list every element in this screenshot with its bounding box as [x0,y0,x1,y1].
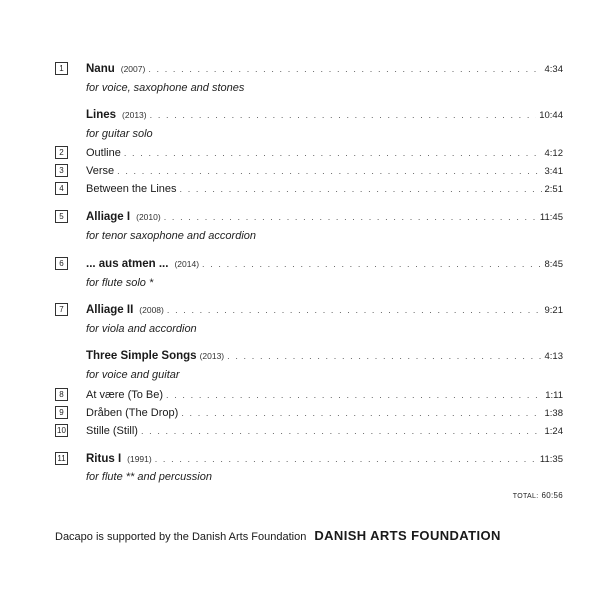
danish-arts-foundation-logo: DANISH ARTS FOUNDATION [314,528,501,543]
work-row-three-simple-songs [86,348,563,364]
work-row-lines [86,107,563,123]
leader-dots [227,348,541,364]
track-row-ritus-i [86,451,563,467]
leader-dots [181,405,541,421]
track-title: Dråben (The Drop) [86,407,179,419]
track-title: Ritus I [86,453,122,465]
track-title: Outline [86,147,121,159]
leader-dots [166,387,542,403]
track-number-box: 1 [55,62,68,75]
footer-text: Dacapo is supported by the Danish Arts Foundation [55,531,307,543]
track-row-stille [86,423,563,439]
track-title: Stille (Still) [86,425,138,437]
track-number-box: 8 [55,388,68,401]
leader-dots [141,423,542,439]
track-row-nanu [86,61,563,77]
track-row-alliage-i [86,209,563,225]
track-number-box: 7 [55,303,68,316]
total-value: 60:56 [541,491,563,500]
track-year: (2010) [136,212,161,222]
leader-dots [150,107,537,123]
track-year: (1991) [127,454,152,464]
track-title: At være (To Be) [86,389,164,401]
leader-dots [117,163,541,179]
track-description: for tenor saxophone and accordion [86,230,257,242]
track-duration: 11:35 [539,454,563,465]
track-row-outline [86,145,563,161]
track-duration: 8:45 [544,259,563,270]
track-description: for voice, saxophone and stones [86,82,245,94]
work-year: (2013) [122,110,147,120]
track-number-box: 6 [55,257,68,270]
work-duration: 4:13 [544,351,563,362]
work-year: (2013) [199,351,225,361]
track-duration: 4:12 [544,148,563,159]
track-description: for flute solo * [86,277,154,289]
track-number-box: 3 [55,164,68,177]
track-title: ... aus atmen ... [86,258,169,270]
track-duration: 1:11 [545,390,563,401]
track-row-at-vaere [86,387,563,403]
work-title: Lines [86,109,117,121]
total-duration [513,491,563,500]
track-duration: 9:21 [544,305,563,316]
work-title: Three Simple Songs [86,350,197,362]
track-row-between-the-lines [86,181,563,197]
track-row-aus-atmen [86,256,563,272]
track-duration: 4:34 [544,64,563,75]
track-duration: 3:41 [544,166,563,177]
track-number-box: 9 [55,406,68,419]
work-duration: 10:44 [539,110,563,121]
track-title: Alliage II [86,304,134,316]
track-title: Verse [86,165,115,177]
work-description: for voice and guitar [86,369,180,381]
leader-dots [148,61,541,77]
leader-dots [124,145,542,161]
track-number-box: 11 [55,452,68,465]
track-title: Between the Lines [86,183,177,195]
track-number-box: 2 [55,146,68,159]
track-description: for flute ** and percussion [86,471,212,483]
leader-dots [164,209,537,225]
track-year: (2007) [120,64,146,74]
track-duration: 1:24 [544,426,563,437]
footer-credit [55,528,501,543]
leader-dots [202,256,541,272]
work-description: for guitar solo [86,128,153,140]
track-row-alliage-ii [86,302,563,318]
track-year: (2008) [139,305,164,315]
track-row-verse [86,163,563,179]
track-duration: 1:38 [544,408,563,419]
leader-dots [180,181,542,197]
track-number-box: 10 [55,424,68,437]
track-description: for viola and accordion [86,323,197,335]
track-title: Nanu [86,63,115,75]
track-duration: 11:45 [539,212,563,223]
leader-dots [167,302,542,318]
total-label: TOTAL: [512,493,539,500]
leader-dots [155,451,537,467]
track-year: (2014) [174,259,200,269]
track-row-draben [86,405,563,421]
track-duration: 2:51 [544,184,563,195]
track-number-box: 4 [55,182,68,195]
track-title: Alliage I [86,211,131,223]
track-number-box: 5 [55,210,68,223]
